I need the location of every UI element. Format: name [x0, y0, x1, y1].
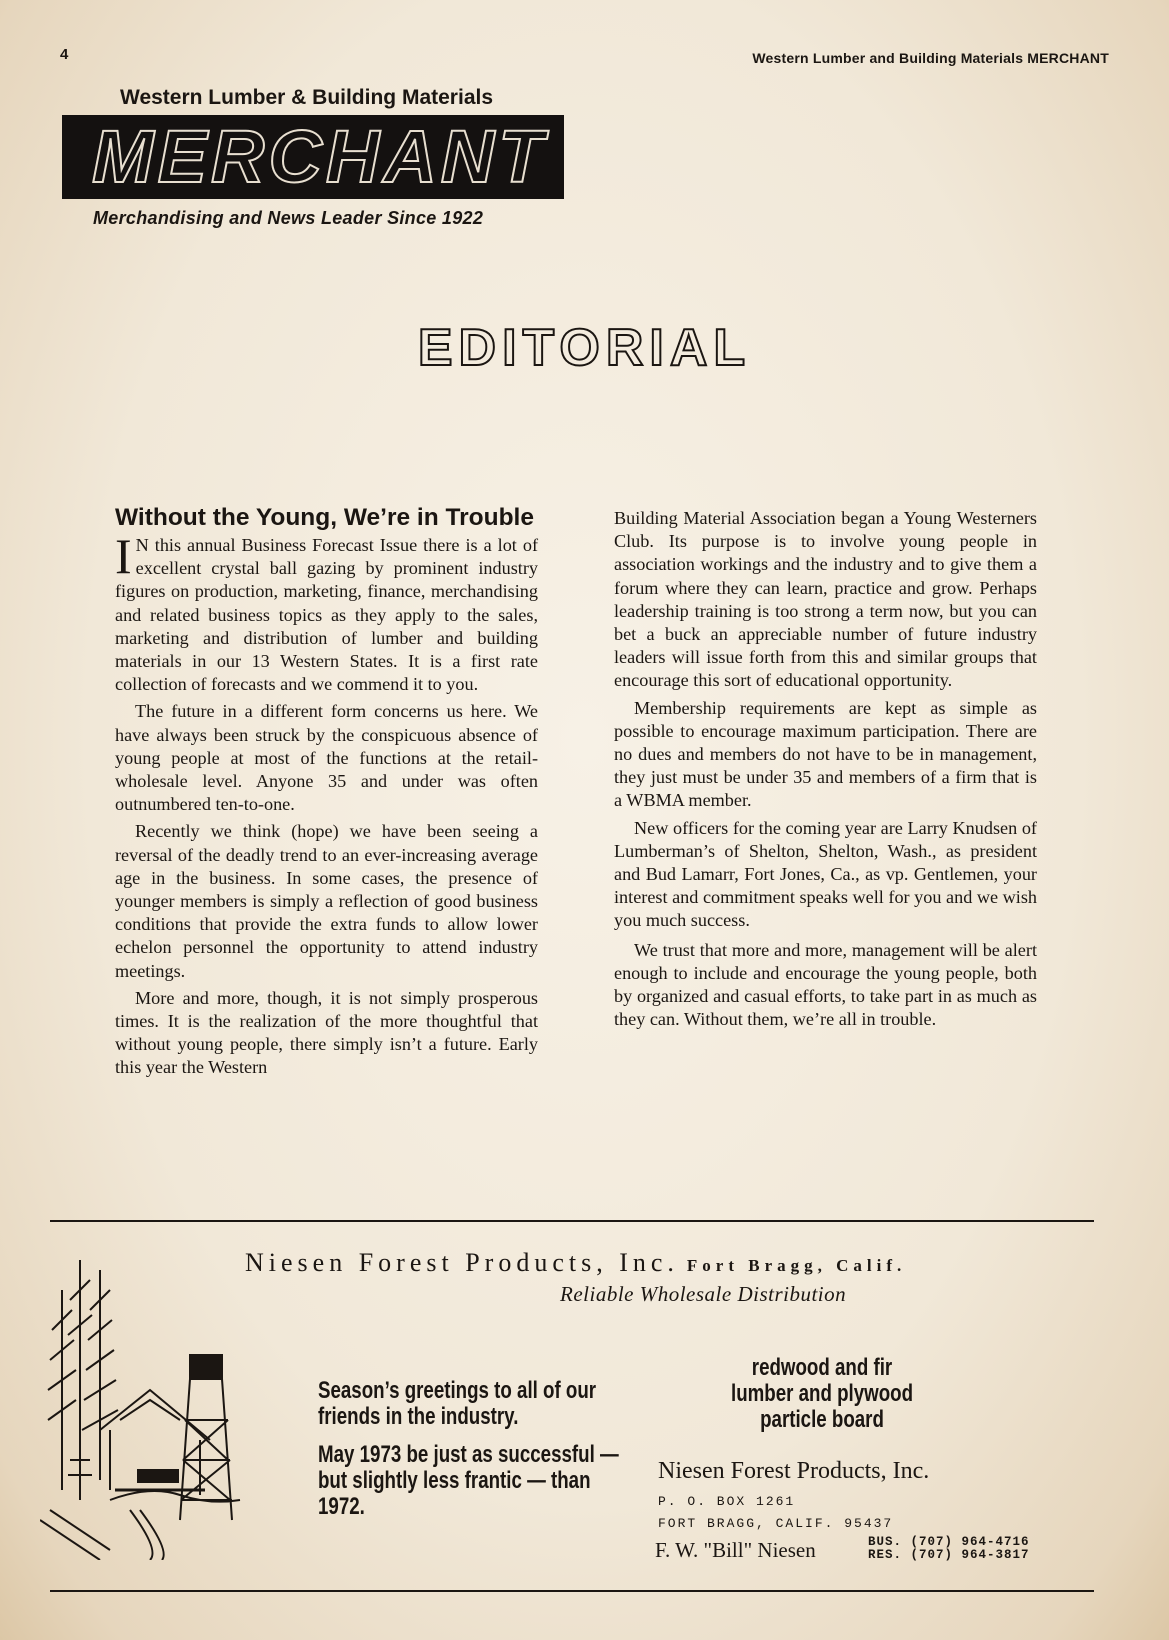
product-item: redwood and fir [751, 1354, 893, 1381]
ad-greeting: Season’s greetings to all of our friends in the industry. [318, 1377, 597, 1430]
article-paragraph: Recently we think (hope) we have been seeing a reversal of the deadly trend to an ever-increasing average age in the business. In some cases, the presence of younger members is simply a reflection of good business conditions that provide the extra funds to allow lower echelon personnel the opportunity to attend industry meetings. [115, 821, 538, 981]
page-number: 4 [60, 46, 69, 63]
phone-residence: RES. (707) 964-3817 [868, 1548, 1030, 1562]
article-column-right [614, 507, 1037, 1031]
article-paragraph: Building Material Association began a Young Westerners Club. Its purpose is to involve young people in association workings and the industry and to give them a forum where they can learn, practice and grow. Perhaps leadership training is too strong a term now, but you can bet a buck an appreciable number of future industry leaders will issue forth from this and similar groups that encourage this sort of educational opportunity. [614, 508, 1037, 691]
article-paragraph: More and more, though, it is not simply prosperous times. It is the realization of the more thoughtful that without young people, there simply isn’t a future. Early this year the Western [115, 987, 538, 1078]
article-headline: Without the Young, We’re in Trouble [115, 504, 534, 531]
ad-company-name: Niesen Forest Products, Inc. Fort Bragg, Calif. [245, 1248, 907, 1277]
ad-bottom-rule [50, 1590, 1094, 1592]
section-heading: EDITORIAL [417, 319, 752, 377]
running-head: Western Lumber and Building Materials MERCHANT [752, 50, 1109, 66]
ad-city: FORT BRAGG, CALIF. 95437 [658, 1516, 894, 1531]
drop-cap: I [115, 528, 132, 584]
ad-subtitle: Reliable Wholesale Distribution [560, 1282, 847, 1306]
publication-small-title: Western Lumber & Building Materials [120, 86, 494, 109]
article-column-left [115, 528, 538, 1080]
article-paragraph: We trust that more and more, management will be alert enough to include and encourage the young people, both by organized and casual efforts, to take part in as much as they can. Without them, we’re all in trouble. [614, 939, 1037, 1030]
ad-phones [868, 1536, 1030, 1562]
ad-products [692, 1355, 952, 1433]
phone-business: BUS. (707) 964-4716 [868, 1535, 1030, 1549]
ad-greeting-wish: May 1973 be just as successful — but slightly less frantic — than 1972. [318, 1441, 619, 1520]
ad-top-rule [50, 1220, 1094, 1222]
ad-po-box: P. O. BOX 1261 [658, 1494, 796, 1509]
article-paragraph: New officers for the coming year are Larry Knudsen of Lumberman’s of Shelton, Shelton, Wash., as president and Bud Lamarr, Fort Jones, Ca., as vp. Gentlemen, your interest and commitment speaks well for you and we wish you much success. [614, 817, 1037, 931]
product-item: lumber and plywood [730, 1380, 914, 1407]
product-item: particle board [760, 1406, 884, 1433]
masthead-title: MERCHANT [92, 115, 548, 198]
article-paragraph: I N this annual Business Forecast Issue there is a lot of excellent crystal ball gazing by prominent industry figures on production, marketing, finance, merchandising and related business topics as they apply to the sales, marketing and distribution of lumber and building materials in our 13 Western States. It is a first rate collection of forecasts and we commend it to you. [115, 528, 538, 695]
ad-company-location: Fort Bragg, Calif. [686, 1256, 907, 1275]
ad-contact-name: F. W. "Bill" Niesen [655, 1538, 816, 1562]
masthead [62, 115, 564, 199]
article-paragraph: Membership requirements are kept as simple as possible to encourage maximum participation. There are no dues and members do not have to be in management, they just must be under 35 and members of a firm that is a WBMA member. [614, 697, 1037, 811]
lumber-mill-illustration [40, 1250, 280, 1560]
masthead-tagline: Merchandising and News Leader Since 1922 [93, 208, 484, 228]
ad-address-name: Niesen Forest Products, Inc. [658, 1458, 930, 1484]
article-paragraph: The future in a different form concerns us here. We have always been struck by the conspicuous absence of young people at most of the functions at the retail-wholesale level. Anyone 35 and under was often outnumbered ten-to-one. [115, 701, 538, 815]
